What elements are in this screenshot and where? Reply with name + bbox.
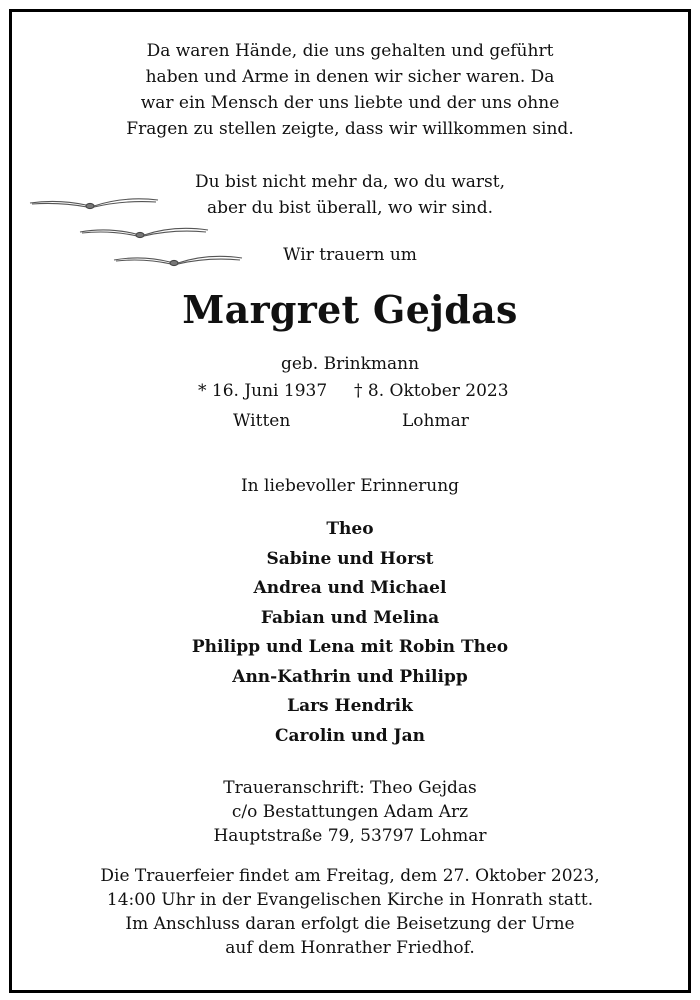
mourner-list: [0, 515, 700, 751]
address-line: Hauptstraße 79, 53797 Lohmar: [213, 826, 487, 846]
poem-line: Du bist nicht mehr da, wo du warst,: [194, 172, 506, 192]
life-dates: [0, 381, 700, 431]
mourner-name: Fabian und Melina: [260, 607, 440, 628]
mourner-name: Theo: [326, 519, 374, 539]
deceased-name: Margret Gejdas: [182, 287, 518, 332]
ceremony-line: 14:00 Uhr in der Evangelischen Kirche in Honrath statt.: [106, 890, 594, 910]
poem-line: Fragen zu stellen zeigte, dass wir willkommen sind.: [126, 119, 574, 139]
ceremony-line: Im Anschluss daran erfolgt die Beisetzung der Urne: [125, 914, 575, 934]
birth-date: * 16. Juni 1937: [198, 381, 328, 401]
mourner-name: Sabine und Horst: [266, 548, 434, 569]
poem-line: aber du bist überall, wo wir sind.: [206, 198, 494, 218]
address-line: Traueranschrift: Theo Gejdas: [223, 778, 477, 798]
death-place: Lohmar: [402, 411, 469, 431]
maiden-name: geb. Brinkmann: [280, 354, 420, 374]
poem-line: haben und Arme in denen wir sicher waren. Da: [145, 67, 555, 87]
bird-icon: [30, 199, 158, 209]
poem-stanza-1: [0, 38, 700, 142]
poem-line: war ein Mensch der uns liebte und der uns ohne: [140, 93, 560, 113]
mourner-name: Carolin und Jan: [275, 725, 425, 746]
mourner-name: Philipp und Lena mit Robin Theo: [191, 637, 509, 657]
bird-icon: [80, 228, 208, 237]
address-line: c/o Bestattungen Adam Arz: [231, 802, 469, 822]
death-date: † 8. Oktober 2023: [354, 381, 509, 401]
ceremony-info: [0, 864, 700, 960]
ceremony-line: Die Trauerfeier findet am Freitag, dem 27. Oktober 2023,: [100, 866, 600, 886]
memory-heading: In liebevoller Erinnerung: [240, 476, 460, 496]
birth-place: Witten: [233, 411, 291, 431]
intro-text: Wir trauern um: [283, 245, 417, 265]
mourning-address: [0, 776, 700, 848]
mourner-name: Lars Hendrik: [287, 696, 413, 716]
mourner-name: Ann-Kathrin und Philipp: [232, 666, 468, 687]
mourner-name: Andrea und Michael: [253, 578, 447, 598]
poem-line: Da waren Hände, die uns gehalten und geführt: [146, 41, 554, 61]
ceremony-line: auf dem Honrather Friedhof.: [225, 938, 475, 958]
